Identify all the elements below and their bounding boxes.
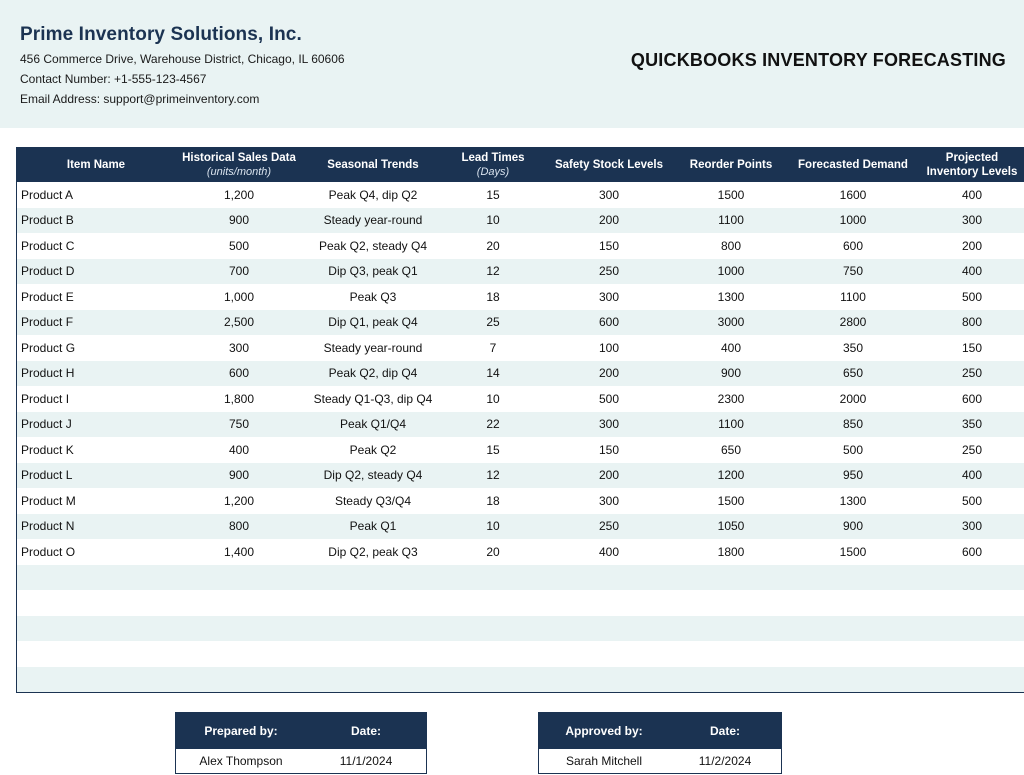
table-row xyxy=(17,590,1024,616)
forecasted-demand-cell: 500 xyxy=(787,437,919,463)
reorder-point-cell: 650 xyxy=(675,437,787,463)
safety-stock-cell: 500 xyxy=(543,386,675,412)
seasonal-trends-cell: Peak Q2, dip Q4 xyxy=(303,361,443,387)
forecasted-demand-cell: 1100 xyxy=(787,284,919,310)
header-seasonal-trends: Seasonal Trends xyxy=(303,147,443,182)
header-sales-unit: (units/month) xyxy=(206,165,272,178)
prepared-date-label: Date: xyxy=(350,724,381,738)
reorder-point-cell xyxy=(675,616,787,642)
reorder-point-cell: 400 xyxy=(675,335,787,361)
historical-sales-cell: 1,000 xyxy=(175,284,303,310)
table-row xyxy=(17,233,1024,259)
inventory-table-container xyxy=(16,147,1024,693)
seasonal-trends-cell xyxy=(303,641,443,667)
lead-time-cell: 12 xyxy=(443,259,543,285)
lead-time-cell: 20 xyxy=(443,233,543,259)
table-row xyxy=(17,386,1024,412)
historical-sales-cell: 750 xyxy=(175,412,303,438)
lead-time-cell: 25 xyxy=(443,310,543,336)
reorder-point-cell: 1500 xyxy=(675,488,787,514)
prepared-by-values xyxy=(176,749,426,773)
item-name-cell xyxy=(17,565,175,591)
seasonal-trends-cell: Peak Q2 xyxy=(303,437,443,463)
approved-by-label: Approved by: xyxy=(565,724,643,738)
projected-inventory-cell: 600 xyxy=(919,386,1024,412)
item-name-cell: Product A xyxy=(17,182,175,208)
lead-time-cell: 10 xyxy=(443,208,543,234)
approved-by-name: Sarah Mitchell xyxy=(565,754,643,768)
table-row xyxy=(17,463,1024,489)
safety-stock-cell xyxy=(543,616,675,642)
reorder-point-cell xyxy=(675,641,787,667)
item-name-cell xyxy=(17,616,175,642)
seasonal-trends-cell: Steady year-round xyxy=(303,208,443,234)
safety-stock-cell: 250 xyxy=(543,259,675,285)
historical-sales-cell: 2,500 xyxy=(175,310,303,336)
seasonal-trends-cell xyxy=(303,590,443,616)
historical-sales-cell: 500 xyxy=(175,233,303,259)
safety-stock-cell xyxy=(543,641,675,667)
item-name-cell: Product E xyxy=(17,284,175,310)
safety-stock-cell: 200 xyxy=(543,208,675,234)
historical-sales-cell xyxy=(175,667,303,693)
historical-sales-cell: 1,200 xyxy=(175,182,303,208)
projected-inventory-cell: 500 xyxy=(919,488,1024,514)
inventory-table xyxy=(17,147,1024,692)
projected-inventory-cell: 600 xyxy=(919,539,1024,565)
table-row xyxy=(17,514,1024,540)
projected-inventory-cell: 400 xyxy=(919,259,1024,285)
projected-inventory-cell xyxy=(919,667,1024,693)
item-name-cell: Product L xyxy=(17,463,175,489)
lead-time-cell: 7 xyxy=(443,335,543,361)
projected-inventory-cell xyxy=(919,565,1024,591)
forecasted-demand-cell xyxy=(787,641,919,667)
safety-stock-cell: 200 xyxy=(543,361,675,387)
forecasted-demand-cell xyxy=(787,590,919,616)
projected-inventory-cell: 200 xyxy=(919,233,1024,259)
table-row xyxy=(17,310,1024,336)
header-lead-unit: (Days) xyxy=(476,165,510,178)
projected-inventory-cell xyxy=(919,616,1024,642)
safety-stock-cell: 250 xyxy=(543,514,675,540)
safety-stock-cell: 100 xyxy=(543,335,675,361)
safety-stock-cell: 300 xyxy=(543,488,675,514)
item-name-cell: Product N xyxy=(17,514,175,540)
item-name-cell: Product M xyxy=(17,488,175,514)
historical-sales-cell: 800 xyxy=(175,514,303,540)
seasonal-trends-cell: Steady Q3/Q4 xyxy=(303,488,443,514)
reorder-point-cell xyxy=(675,565,787,591)
item-name-cell: Product B xyxy=(17,208,175,234)
reorder-point-cell: 1500 xyxy=(675,182,787,208)
lead-time-cell: 15 xyxy=(443,437,543,463)
reorder-point-cell: 1200 xyxy=(675,463,787,489)
company-address: 456 Commerce Drive, Warehouse District, Chicago, IL 60606 xyxy=(20,52,345,66)
table-row xyxy=(17,565,1024,591)
lead-time-cell xyxy=(443,641,543,667)
forecasted-demand-cell: 1000 xyxy=(787,208,919,234)
projected-inventory-cell: 250 xyxy=(919,361,1024,387)
historical-sales-cell: 300 xyxy=(175,335,303,361)
safety-stock-cell: 200 xyxy=(543,463,675,489)
lead-time-cell: 10 xyxy=(443,386,543,412)
lead-time-cell xyxy=(443,667,543,693)
item-name-cell: Product K xyxy=(17,437,175,463)
seasonal-trends-cell: Peak Q2, steady Q4 xyxy=(303,233,443,259)
table-row xyxy=(17,412,1024,438)
lead-time-cell: 14 xyxy=(443,361,543,387)
item-name-cell: Product O xyxy=(17,539,175,565)
reorder-point-cell: 2300 xyxy=(675,386,787,412)
historical-sales-cell xyxy=(175,590,303,616)
lead-time-cell xyxy=(443,565,543,591)
safety-stock-cell: 150 xyxy=(543,233,675,259)
seasonal-trends-cell xyxy=(303,667,443,693)
seasonal-trends-cell: Peak Q1 xyxy=(303,514,443,540)
seasonal-trends-cell: Peak Q3 xyxy=(303,284,443,310)
lead-time-cell: 18 xyxy=(443,284,543,310)
header-historical-sales: Historical Sales Data (units/month) xyxy=(175,147,303,182)
forecasted-demand-cell: 750 xyxy=(787,259,919,285)
reorder-point-cell: 1100 xyxy=(675,412,787,438)
approved-by-values xyxy=(539,749,781,773)
reorder-point-cell xyxy=(675,590,787,616)
lead-time-cell: 10 xyxy=(443,514,543,540)
historical-sales-cell: 1,200 xyxy=(175,488,303,514)
safety-stock-cell: 300 xyxy=(543,412,675,438)
safety-stock-cell: 400 xyxy=(543,539,675,565)
projected-inventory-cell: 800 xyxy=(919,310,1024,336)
seasonal-trends-cell: Steady year-round xyxy=(303,335,443,361)
table-row xyxy=(17,361,1024,387)
seasonal-trends-cell xyxy=(303,616,443,642)
item-name-cell: Product H xyxy=(17,361,175,387)
prepared-by-name: Alex Thompson xyxy=(199,754,283,768)
historical-sales-cell: 400 xyxy=(175,437,303,463)
forecasted-demand-cell: 1500 xyxy=(787,539,919,565)
prepared-date: 11/1/2024 xyxy=(339,754,393,768)
reorder-point-cell: 1300 xyxy=(675,284,787,310)
approved-date-label: Date: xyxy=(709,724,740,738)
seasonal-trends-cell xyxy=(303,565,443,591)
safety-stock-cell: 600 xyxy=(543,310,675,336)
table-row xyxy=(17,488,1024,514)
forecasted-demand-cell: 2800 xyxy=(787,310,919,336)
item-name-cell: Product D xyxy=(17,259,175,285)
forecasted-demand-cell: 350 xyxy=(787,335,919,361)
lead-time-cell: 20 xyxy=(443,539,543,565)
projected-inventory-cell: 250 xyxy=(919,437,1024,463)
table-row xyxy=(17,182,1024,208)
header-item-name: Item Name xyxy=(17,147,175,182)
seasonal-trends-cell: Peak Q1/Q4 xyxy=(303,412,443,438)
projected-inventory-cell: 400 xyxy=(919,182,1024,208)
historical-sales-cell: 600 xyxy=(175,361,303,387)
table-row xyxy=(17,616,1024,642)
prepared-by-box xyxy=(175,712,427,774)
safety-stock-cell xyxy=(543,565,675,591)
table-row xyxy=(17,208,1024,234)
table-body xyxy=(17,182,1024,692)
approved-by-header xyxy=(539,713,781,749)
item-name-cell: Product J xyxy=(17,412,175,438)
header-safety-stock: Safety Stock Levels xyxy=(543,147,675,182)
lead-time-cell: 12 xyxy=(443,463,543,489)
safety-stock-cell xyxy=(543,667,675,693)
item-name-cell: Product C xyxy=(17,233,175,259)
header-lead-times: Lead Times (Days) xyxy=(443,147,543,182)
projected-inventory-cell: 150 xyxy=(919,335,1024,361)
document-title: QUICKBOOKS INVENTORY FORECASTING xyxy=(630,50,1006,70)
reorder-point-cell: 1000 xyxy=(675,259,787,285)
item-name-cell xyxy=(17,667,175,693)
projected-inventory-cell xyxy=(919,590,1024,616)
document-header xyxy=(0,0,1024,128)
item-name-cell: Product I xyxy=(17,386,175,412)
table-row xyxy=(17,284,1024,310)
company-email: Email Address: support@primeinventory.com xyxy=(20,92,260,106)
forecasted-demand-cell: 2000 xyxy=(787,386,919,412)
company-name: Prime Inventory Solutions, Inc. xyxy=(20,24,302,45)
safety-stock-cell xyxy=(543,590,675,616)
forecasted-demand-cell xyxy=(787,616,919,642)
historical-sales-cell: 700 xyxy=(175,259,303,285)
safety-stock-cell: 150 xyxy=(543,437,675,463)
reorder-point-cell: 1800 xyxy=(675,539,787,565)
item-name-cell: Product G xyxy=(17,335,175,361)
prepared-by-header xyxy=(176,713,426,749)
seasonal-trends-cell: Dip Q2, peak Q3 xyxy=(303,539,443,565)
safety-stock-cell: 300 xyxy=(543,182,675,208)
projected-inventory-cell xyxy=(919,641,1024,667)
company-contact: Contact Number: +1-555-123-4567 xyxy=(20,72,207,86)
safety-stock-cell: 300 xyxy=(543,284,675,310)
historical-sales-cell xyxy=(175,565,303,591)
forecasted-demand-cell: 1300 xyxy=(787,488,919,514)
seasonal-trends-cell: Steady Q1-Q3, dip Q4 xyxy=(303,386,443,412)
historical-sales-cell xyxy=(175,616,303,642)
item-name-cell xyxy=(17,641,175,667)
forecasted-demand-cell: 600 xyxy=(787,233,919,259)
item-name-cell xyxy=(17,590,175,616)
forecasted-demand-cell: 950 xyxy=(787,463,919,489)
forecasted-demand-cell: 900 xyxy=(787,514,919,540)
table-row xyxy=(17,335,1024,361)
table-row xyxy=(17,539,1024,565)
forecasted-demand-cell: 1600 xyxy=(787,182,919,208)
approved-by-box xyxy=(538,712,782,774)
approved-date: 11/2/2024 xyxy=(698,754,752,768)
seasonal-trends-cell: Dip Q2, steady Q4 xyxy=(303,463,443,489)
projected-inventory-cell: 300 xyxy=(919,208,1024,234)
forecasted-demand-cell xyxy=(787,667,919,693)
forecasted-demand-cell xyxy=(787,565,919,591)
reorder-point-cell: 900 xyxy=(675,361,787,387)
prepared-by-label: Prepared by: xyxy=(204,724,278,738)
reorder-point-cell: 1100 xyxy=(675,208,787,234)
projected-inventory-cell: 500 xyxy=(919,284,1024,310)
lead-time-cell xyxy=(443,590,543,616)
lead-time-cell xyxy=(443,616,543,642)
reorder-point-cell: 1050 xyxy=(675,514,787,540)
forecasted-demand-cell: 850 xyxy=(787,412,919,438)
table-row xyxy=(17,641,1024,667)
reorder-point-cell: 800 xyxy=(675,233,787,259)
projected-inventory-cell: 400 xyxy=(919,463,1024,489)
header-reorder-points: Reorder Points xyxy=(675,147,787,182)
header-forecasted-demand: Forecasted Demand xyxy=(787,147,919,182)
seasonal-trends-cell: Peak Q4, dip Q2 xyxy=(303,182,443,208)
lead-time-cell: 18 xyxy=(443,488,543,514)
item-name-cell: Product F xyxy=(17,310,175,336)
projected-inventory-cell: 350 xyxy=(919,412,1024,438)
header-projected-inventory: Projected Inventory Levels xyxy=(919,147,1024,182)
lead-time-cell: 22 xyxy=(443,412,543,438)
historical-sales-cell: 900 xyxy=(175,208,303,234)
table-header-row xyxy=(17,147,1024,182)
table-row xyxy=(17,667,1024,693)
historical-sales-cell: 900 xyxy=(175,463,303,489)
table-row xyxy=(17,437,1024,463)
lead-time-cell: 15 xyxy=(443,182,543,208)
forecasted-demand-cell: 650 xyxy=(787,361,919,387)
historical-sales-cell: 1,800 xyxy=(175,386,303,412)
seasonal-trends-cell: Dip Q3, peak Q1 xyxy=(303,259,443,285)
table-row xyxy=(17,259,1024,285)
historical-sales-cell xyxy=(175,641,303,667)
historical-sales-cell: 1,400 xyxy=(175,539,303,565)
reorder-point-cell xyxy=(675,667,787,693)
reorder-point-cell: 3000 xyxy=(675,310,787,336)
seasonal-trends-cell: Dip Q1, peak Q4 xyxy=(303,310,443,336)
projected-inventory-cell: 300 xyxy=(919,514,1024,540)
